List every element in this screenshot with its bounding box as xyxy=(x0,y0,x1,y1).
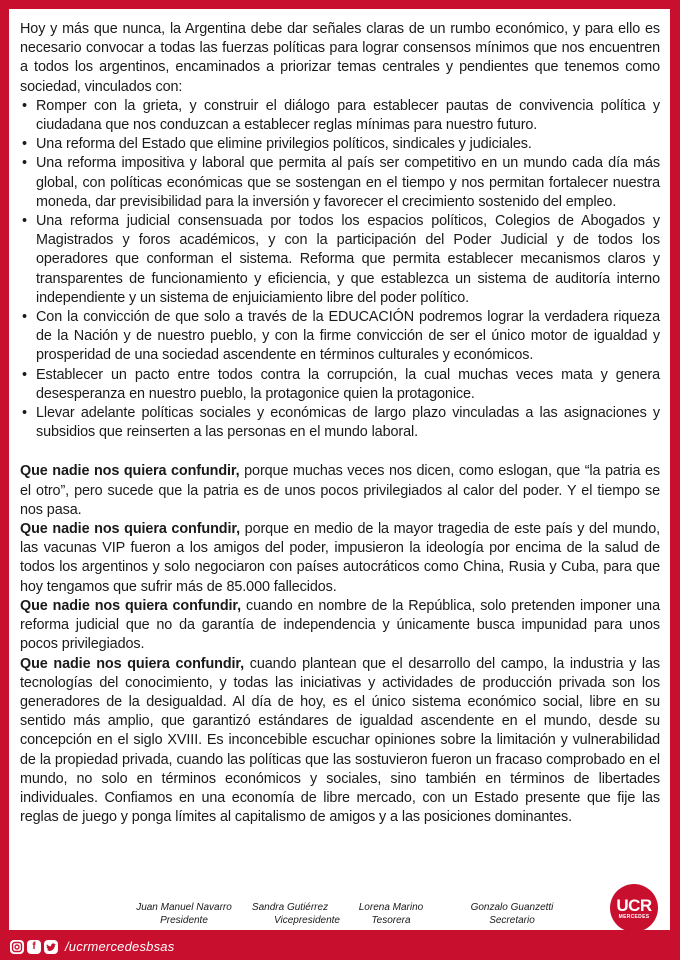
signature-role: Vicepresidente xyxy=(274,915,340,926)
signature-name: Juan Manuel Navarro xyxy=(136,902,232,913)
signature-name: Sandra Gutiérrez xyxy=(251,902,329,913)
signature-name: Lorena Marino xyxy=(358,902,424,913)
instagram-icon[interactable] xyxy=(10,940,24,954)
signature-role: Presidente xyxy=(160,915,208,926)
proposal-list xyxy=(20,97,660,443)
statement-lead: Que nadie nos quiera confundir, xyxy=(20,521,240,538)
statement-text: cuando plantean que el desarrollo del campo, la industria y las tecnologías del conocimiento, y todas las iniciativas y actividades de producción privada son los generadores de la desigualdad. Al día de hoy, es el único sistema económico social, libre en su sentido más amplio, que garantizó estándares de igualdad ascendente en el mundo, desde su concepción en el siglo XVIII. Es inconcebible escuchar opiniones sobre la limitación y vulnerabilidad de la propiedad privada, cuando las políticas que las sostuvieron fueron un fracaso comprobado en el mundo, no solo en términos económicos y sociales, sino también en términos de libertades individuales. Confiamos en una economía de libre mercado, con un Estado presente que fije las reglas de juego y ponga límites al capitalismo de amigos y a las posiciones dominantes. xyxy=(20,655,660,826)
signature-role: Tesorera xyxy=(371,915,411,926)
section-spacer xyxy=(20,442,660,462)
social-icons xyxy=(10,940,61,954)
signature-name: Gonzalo Guanzetti xyxy=(470,902,554,913)
statement-lead: Que nadie nos quiera confundir, xyxy=(20,655,245,672)
statement-lead: Que nadie nos quiera confundir, xyxy=(20,463,240,480)
facebook-icon[interactable]: f xyxy=(27,940,41,954)
signature-president xyxy=(129,901,239,927)
document-body xyxy=(20,20,660,827)
ucr-logo xyxy=(610,884,658,932)
statement-text: cuando en nombre de la República, solo pretenden imponer una reforma judicial que no da garantía de independencia y únicamente busca impunidad para unos pocos privilegiados. xyxy=(20,597,660,653)
signature-treasurer xyxy=(346,901,436,927)
signature-role: Secretario xyxy=(489,915,535,926)
signature-secretary xyxy=(457,901,567,927)
intro-paragraph: Hoy y más que nunca, la Argentina debe dar señales claras de un rumbo económico, y para ello es necesario convocar a todas las fuerzas políticas para lograr consensos mínimos que nos encuentren a todos los argentinos, encaminados a priorizar temas centrales y pendientes que tenemos como sociedad, vinculados con: xyxy=(20,21,660,95)
document-page xyxy=(9,9,670,930)
statement-lead: Que nadie nos quiera confundir, xyxy=(20,597,242,614)
list-item: • Llevar adelante políticas sociales y económicas de largo plazo vinculadas a las asignaciones y subsidios que reinserten a las personas en el mundo laboral. xyxy=(36,404,660,442)
signature-block xyxy=(9,901,670,937)
statement-paragraph xyxy=(20,520,660,597)
list-item: • Romper con la grieta, y construir el diálogo para establecer pautas de convivencia política y ciudadana que nos conduzcan a establecer reglas mínimas para nuestro futuro. xyxy=(36,97,660,135)
statement-paragraph xyxy=(20,597,660,655)
logo-text: UCR xyxy=(616,895,652,915)
list-item: • Establecer un pacto entre todos contra la corrupción, la cual muchas veces mata y genera desesperanza en nuestro pueblo, la protagonice quien la protagonice. xyxy=(36,366,660,404)
statement-text: porque en medio de la mayor tragedia de este país y del mundo, las vacunas VIP fueron a los amigos del poder, impusieron la ideología por encima de la salud de todos los argentinos y solo negociaron con países autocráticos como China, Rusia y Cuba, para que hoy tengamos que sufrir más de 85.000 fallecidos. xyxy=(20,521,660,595)
signature-vicepresident xyxy=(240,901,340,927)
list-item: • Una reforma del Estado que elimine privilegios políticos, sindicales y judiciales. xyxy=(36,135,660,154)
twitter-icon[interactable] xyxy=(44,940,58,954)
logo-subtext: MERCEDES xyxy=(618,913,650,920)
statement-text: porque muchas veces nos dicen, como eslogan, que “la patria es el otro”, pero sucede que la patria es de unos pocos privilegiados al calor del poder. Y el tiempo se nos pasa. xyxy=(20,463,660,518)
statement-paragraph xyxy=(20,655,660,828)
list-item: • Con la convicción de que solo a través de la EDUCACIÓN podremos lograr la verdadera riqueza de la Nación y de nuestro pueblo, y con la firme convicción de ser el único motor de igualdad y prosperidad de una sociedad ascendente en términos culturales y económicos. xyxy=(36,308,660,366)
footer-bar xyxy=(0,933,680,960)
list-item: • Una reforma judicial consensuada por todos los espacios políticos, Colegios de Abogados y Magistrados y foros académicos, y con la participación del Poder Judicial y de todos los operadores que conforman el sistema. Reforma que permita establecer mecanismos claros y transparentes de funcionamiento y eficiencia, y que establezca un sistema de auditoría interno independiente y un sistema de enjuiciamiento libre del poder político. xyxy=(36,212,660,308)
list-item: • Una reforma impositiva y laboral que permita al país ser competitivo en un mundo cada día más global, con políticas económicas que se sostengan en el tiempo y nos permitan fortalecer nuestra moneda, dar previsibilidad para la inversión y favorecer el crecimiento sostenido del empleo. xyxy=(36,154,660,212)
social-handle[interactable]: /ucrmercedesbsas xyxy=(65,939,175,954)
statement-paragraph xyxy=(20,462,660,520)
